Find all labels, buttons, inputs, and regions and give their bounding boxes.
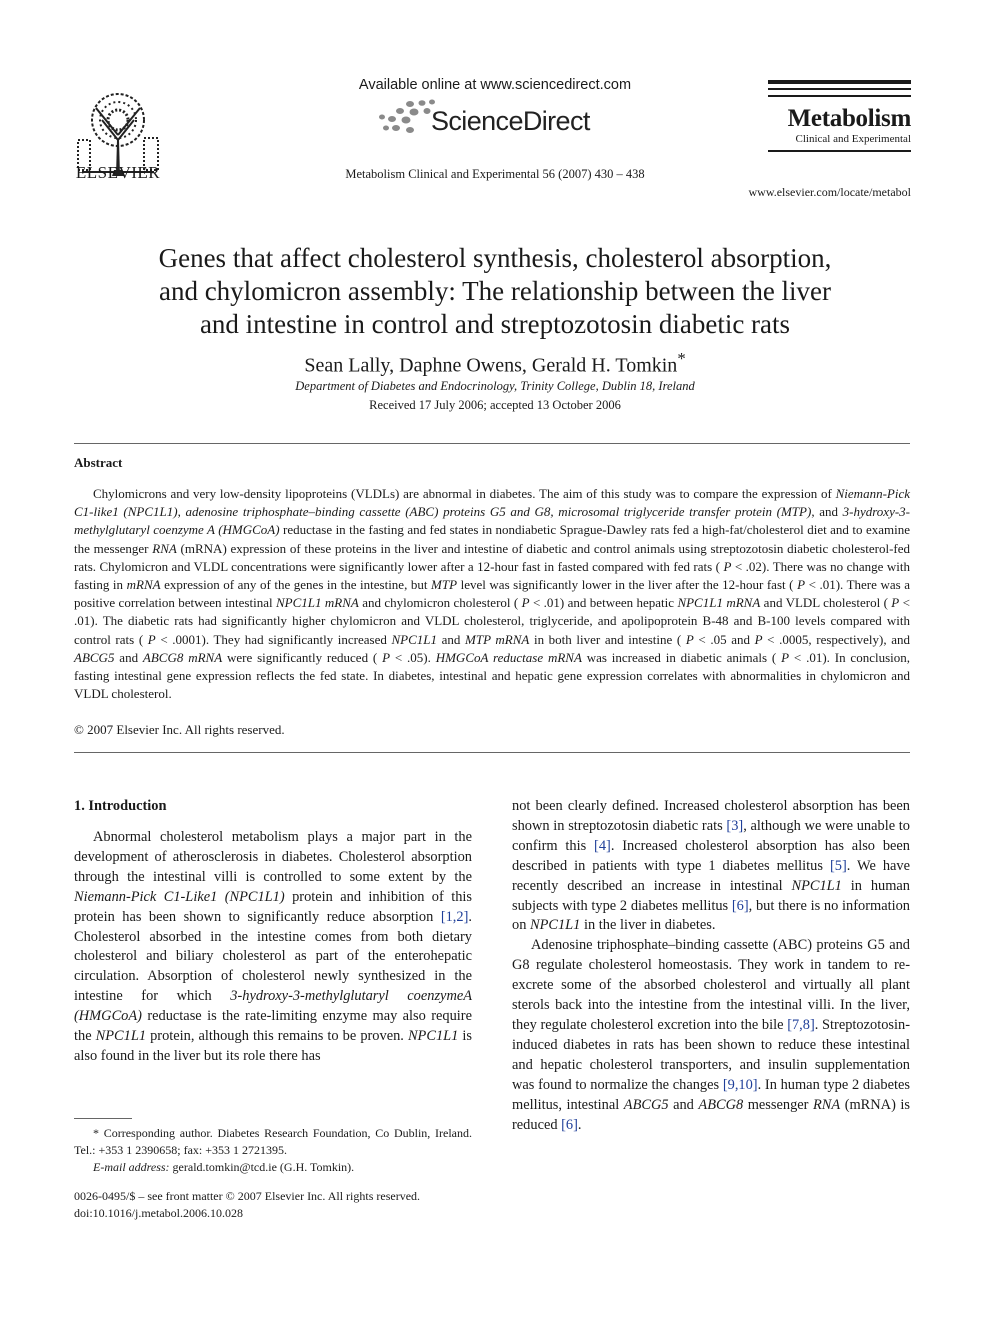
abstract-text: < .0001). They had significantly increased [155,631,392,647]
p-value-symbol: P [891,595,900,611]
body-text: protein, although this remains to be proven. [146,1028,408,1045]
body-text: messenger [743,1096,813,1113]
footnotes [74,1125,472,1175]
abstract-text: < .05 and [693,631,755,647]
title-line-3: and intestine in control and streptozotosin diabetic rats [199,309,791,339]
p-value-symbol: P [382,649,391,665]
body-text: protein and inhibition of this protein has been shown to significantly reduce absorption [74,888,472,925]
p-value-symbol: P [754,631,763,647]
body-text: . We have recently described an increase in intestinal [512,857,910,894]
footnote-mark: * [93,1126,99,1140]
citation-link[interactable]: [6] [731,897,749,914]
author-list [200,349,790,378]
abstract-text: and chylomicron cholesterol ( [358,595,522,611]
gene-name: ABCG5 [74,649,115,665]
gene-name: MTP mRNA [465,631,530,647]
abstract-text: < .0005, respectively), and [762,631,910,647]
masthead-bar-top [768,80,911,84]
p-value-symbol: P [147,631,156,647]
p-value-symbol: P [723,558,732,574]
body-text: is also found in the liver but its role there has [74,1028,473,1064]
body-text: . Increased cholesterol absorption has also been described in patients with type 1 diabetes mellitus [512,837,910,874]
abstract-text: < .01). The diabetic rats had significantly higher chylomicron and VLDL cholesterol, triglyceride, and apolipoprotein B-48 and B-100 levels compared with control rats ( [74,595,910,647]
body-text: . [577,1116,582,1133]
body-text: . Cholesterol absorbed in the intestine comes from both dietary cholesterol and biliary cholesterol as part of the enterohepatic circulation. Absorption of cholesterol newly synthesized in the intestine for which [74,908,472,1005]
citation-link[interactable]: [1,2] [440,908,469,925]
body-text: and [668,1096,699,1113]
right-column [512,797,910,1135]
email-footnote [74,1159,472,1176]
gene-name: NPC1L1 [407,1028,459,1045]
p-value-symbol: P [685,631,694,647]
gene-name: RNA [812,1096,841,1113]
title-line-1: Genes that affect cholesterol synthesis, cholesterol absorption, [158,243,832,273]
email-address-link[interactable]: gerald.tomkin@tcd.ie (G.H. Tomkin). [169,1159,355,1174]
gene-name: NPC1L1 mRNA [276,595,359,611]
citation-link[interactable]: [5] [829,857,847,874]
gene-name: mRNA [126,577,161,593]
body-text: not been clearly defined. Increased cholesterol absorption has been shown in streptozotosin diabetic rats [512,798,910,834]
abstract-bottom-rule [74,752,910,753]
citation-link[interactable]: [4] [594,837,611,854]
abstract-copyright: © 2007 Elsevier Inc. All rights reserved. [74,722,285,737]
journal-citation: Metabolism Clinical and Experimental 56 (2007) 430 – 438 [345,167,645,181]
gene-name: ABCG8 mRNA [142,649,223,665]
abstract-text: level was significantly lower in the liver after the 12-hour fast ( [457,577,798,593]
front-matter-info [74,1188,494,1222]
journal-title: Metabolism [787,105,911,132]
citation-link[interactable]: [9,10] [722,1076,758,1093]
body-text: Adenosine triphosphate–binding cassette (ABC) proteins G5 and G8 regulate cholesterol homeostasis. They work in tandem to re-excrete some of the absorbed cholesterol and virtually all plant sterols back into the intestine from the intestinal villi. In the liver, they regulate cholesterol excretion into the bile [512,937,910,1033]
body-text: in human subjects with type 2 diabetes mellitus [512,877,910,914]
body-text: Abnormal cholesterol metabolism plays a major part in the development of atherosclerosis in diabetes. Cholesterol absorption through the intestinal villi is controlled to some extent by the [74,829,472,885]
gene-name: ABCG5 [623,1096,669,1113]
journal-subtitle: Clinical and Experimental [795,133,911,145]
masthead-bar-thin-2 [768,95,911,97]
publisher-name: ELSEVIER [75,163,161,182]
abstract-text: < .05). [390,649,436,665]
authors-text: Sean Lally, Daphne Owens, Gerald H. Tomkin [304,354,678,377]
received-dates: Received 17 July 2006; accepted 13 October 2006 [369,398,621,412]
abstract-text: reductase in the fasting and fed states in nondiabetic Sprague-Dawley rats fed a high-fat/cholesterol diet and to examine the messenger [74,522,910,556]
body-text: , but there is no information on [512,897,910,934]
gene-name: NPC1L1 [95,1028,147,1045]
gene-name: HMGCoA reductase mRNA [435,649,582,665]
body-text: . Streptozotosin-induced diabetes in rats has been shown to reduce these intestinal and hepatic cholesterol transporters, and insulin supplementation was found to normalize the changes [512,1016,910,1093]
gene-name: Niemann-Pick C1-Like1 (NPC1L1) [74,888,285,905]
abstract-text: and [437,631,466,647]
sciencedirect-wordmark: ScienceDirect [431,106,590,136]
footnote-rule [74,1118,132,1119]
p-value-symbol: P [797,577,806,593]
abstract-text: and [114,649,143,665]
issn-line: 0026-0495/$ – see front matter © 2007 Elsevier Inc. All rights reserved. [74,1189,421,1203]
gene-name: NPC1L1 mRNA [677,595,761,611]
abstract-text: Chylomicrons and very low-density lipoproteins (VLDLs) are abnormal in diabetes. The aim of this study was to compare the expression of [93,486,836,501]
journal-url-link[interactable]: www.elsevier.com/locate/metabol [748,185,911,199]
left-column [74,828,472,1067]
gene-name: RNA [152,540,177,556]
sciencedirect-dots-icon [374,98,438,138]
gene-name: NPC1L1 [791,877,842,894]
abstract-text: < .01). In conclusion, fasting intestinal gene expression reflects the fed state. In diabetes, intestinal and hepatic gene expression correlates with abnormalities in chylomicron and VLDL cholesterol. [74,649,910,702]
email-label: E-mail address: [93,1159,170,1174]
corresponding-author-mark[interactable]: * [677,349,686,368]
abstract-text: in both liver and intestine ( [529,631,686,647]
body-text: (mRNA) is reduced [512,1096,910,1133]
abstract-text: , [177,504,186,520]
abstract-body [74,485,910,703]
abstract-text: (mRNA) expression of these proteins in the liver and intestine of diabetic and control animals using streptozotosin diabetic cholesterol-fed rats. Chylomicron and VLDL concentrations were significantly lower after a 12-hour fast in fasted compared with fed rats ( [74,540,910,574]
p-value-symbol: P [521,595,530,611]
abstract-text: expression of any of the genes in the intestine, but [160,577,432,593]
title-line-2: and chylomicron assembly: The relationship between the liver [158,276,832,306]
abstract-text: < .01) and between hepatic [529,595,678,611]
abstract-text: < .02). There was no change with fasting in [74,558,910,593]
gene-name: NPC1L1 [530,917,581,934]
p-value-symbol: P [781,649,790,665]
abstract-text: was increased in diabetic animals ( [581,649,782,665]
body-text: . In human type 2 diabetes mellitus, intestinal [512,1076,910,1113]
abstract-text: < .01). There was a positive correlation between intestinal [74,577,910,611]
doi-link[interactable]: doi:10.1016/j.metabol.2006.10.028 [74,1205,243,1220]
citation-link[interactable]: [6] [561,1116,578,1133]
article-title [110,242,880,341]
gene-name: NPC1L1 [391,631,438,647]
masthead-bar-thin [768,88,911,90]
gene-name: Niemann-Pick C1-like1 (NPC1L1) [74,486,910,520]
gene-name: adenosine triphosphate–binding cassette (ABC) proteins G5 and G8, microsomal triglyceride transfer protein (MTP) [185,504,812,520]
body-text: , although we were unable to confirm this [512,817,910,854]
abstract-top-rule [74,443,910,444]
citation-link[interactable]: [7,8] [787,1016,815,1033]
available-online-link[interactable]: Available online at www.sciencedirect.com [358,77,632,93]
gene-name: ABCG8 [698,1096,744,1113]
citation-link[interactable]: [3] [726,817,744,834]
abstract-paragraph [74,485,910,703]
footnote-text: Corresponding author. Diabetes Research Foundation, Co Dublin, Ireland. Tel.: +353 1 2390658; fax: +353 1 2721395. [74,1126,472,1157]
intro-paragraph-1 [74,828,472,1067]
body-text: reductase is the rate-limiting enzyme may also require the [74,1008,472,1045]
masthead-bar-bottom [768,150,911,152]
abstract-text: , and [811,504,843,520]
abstract-heading: Abstract [74,455,123,470]
abstract-text: and VLDL cholesterol ( [760,595,892,611]
abstract-text: were significantly reduced ( [222,649,383,665]
corresponding-author-footnote [74,1125,472,1159]
affiliation: Department of Diabetes and Endocrinology, Trinity College, Dublin 18, Ireland [295,379,695,393]
gene-name: 3-hydroxy-3-methylglutaryl coenzyme A (HMGCoA) [74,504,910,538]
section-heading-introduction: 1. Introduction [74,798,167,814]
gene-name: 3-hydroxy-3-methylglutaryl coenzymeA (HMGCoA) [74,988,473,1025]
body-text: in the liver in diabetes. [580,917,716,934]
intro-paragraph-1-continued [512,797,910,936]
intro-paragraph-2 [512,936,910,1135]
gene-name: MTP [431,577,458,593]
